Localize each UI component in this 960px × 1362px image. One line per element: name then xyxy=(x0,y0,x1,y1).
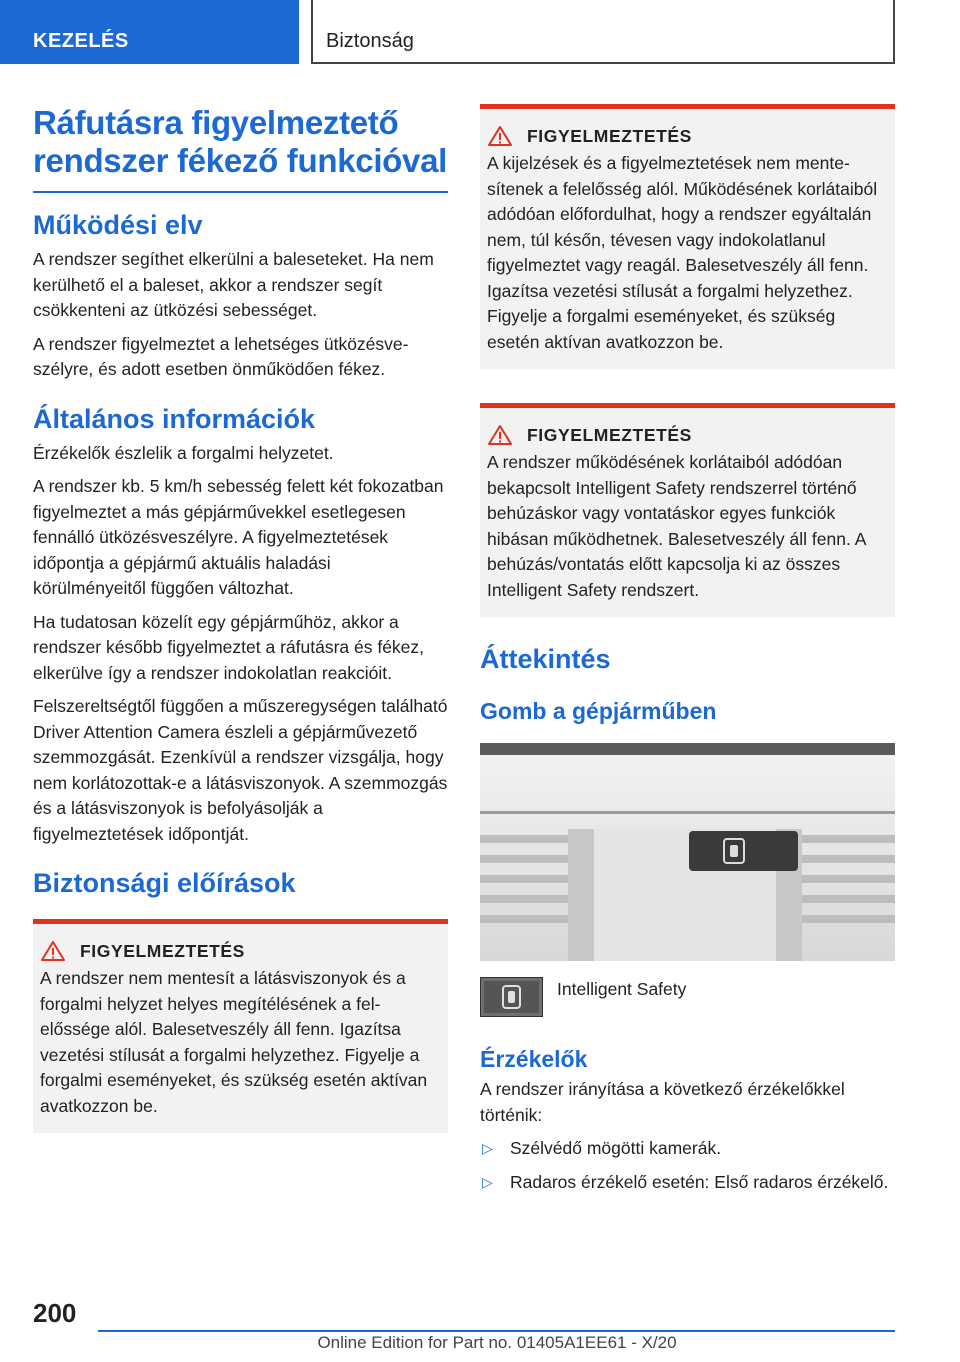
warning-box-1 xyxy=(33,919,448,1133)
section-heading-principle: Működési elv xyxy=(33,210,203,240)
paragraph: A rendszer kb. 5 km/h sebesség felett két fokozatban figyelmeztet a más gépjárművekkel esetlegesen fennálló ütközésveszélyre. A figyelmeztetések időpontja a gépjármű aktuális haladási körülményeitől függően változhat. xyxy=(33,476,444,598)
warning-triangle-icon xyxy=(487,125,513,147)
warning-triangle-icon xyxy=(487,424,513,446)
page-title: Ráfutásra figyelmeztető rendszer fékező funkcióval xyxy=(33,104,448,179)
subheading-sensors: Érzékelők xyxy=(480,1046,588,1072)
warning-title xyxy=(487,424,889,446)
warning-box-2 xyxy=(480,104,895,369)
subheading-button: Gomb a gépjárműben xyxy=(480,698,717,724)
chapter-tab: Biztonság xyxy=(311,0,895,64)
list-item xyxy=(480,1136,895,1162)
section-heading-safety: Biztonsági előírások xyxy=(33,868,296,898)
button-label: Intelligent Safety xyxy=(557,979,687,999)
footer-edition-text: Online Edition for Part no. 01405A1EE61 - X/20 xyxy=(317,1333,677,1352)
warning-text: A rendszer nem mentesít a látásviszonyok és a forgalmi helyzet helyes megítélésének a felelőssége alól. Balesetveszély áll fenn. Igazítsa vezetési stílusát a forgalmi helyzethez. Figyelje a forgalmi eseményeket, és szükség esetén aktívan avatkozzon be. xyxy=(40,968,428,1116)
intelligent-safety-button-icon xyxy=(480,977,543,1017)
triangle-bullet-icon: ▷ xyxy=(482,1140,493,1156)
section-heading-overview: Áttekintés xyxy=(480,644,611,674)
right-column xyxy=(480,104,895,1203)
section-tab: KEZELÉS xyxy=(0,0,299,64)
page-number: 200 xyxy=(33,1298,77,1328)
list-item-text: Radaros érzékelő esetén: Első radaros érzékelő. xyxy=(510,1171,889,1192)
button-legend-row xyxy=(480,977,895,1017)
paragraph: Ha tudatosan közelít egy gépjárműhöz, akkor a rendszer később figyelmeztet a ráfutásra és fékez, elkerülve így a rendszer indokolatlan reakcióit. xyxy=(33,611,425,683)
warning-text: A kijelzések és a figyelmeztetések nem mentesítenek a felelősség alól. Működésének korlátaiból adódóan előfordulhat, hogy a rendszer egyáltalán nem, túl későn, tévesen vagy indokolatlanul figyelmeztet vagy reagál. Balesetveszély áll fenn. Igazítsa vezetési stílusát a forgalmi helyzethez. Figyelje a forgalmi eseményeket, és szükség esetén aktívan avatkozzon be. xyxy=(487,153,878,352)
footer-divider xyxy=(98,1330,895,1332)
section-heading-general: Általános információk xyxy=(33,403,316,434)
warning-title-text: FIGYELMEZTETÉS xyxy=(80,940,245,961)
warning-title-text: FIGYELMEZTETÉS xyxy=(527,424,692,445)
title-divider xyxy=(33,191,448,193)
warning-title-text: FIGYELMEZTETÉS xyxy=(527,125,692,146)
triangle-bullet-icon: ▷ xyxy=(482,1173,493,1190)
paragraph: A rendszer figyelmeztet a lehetséges ütközésveszélyre, és adott esetben önműködően fékez. xyxy=(33,333,409,379)
paragraph: A rendszer irányítása a következő érzékelőkkel történik: xyxy=(480,1079,845,1125)
paragraph: Felszereltségtől függően a műszeregységen található Driver Attention Camera észleli a gépjárművezető szemmozgását. Ezenkívül a rendszer vizsgálja, hogy nem korlátozottak-e a látásviszonyok. A szemmozgás és a látásviszonyok is befolyásolják a figyelmeztetések időpontját. xyxy=(33,696,448,844)
list-item-text: Szélvédő mögötti kamerák. xyxy=(510,1138,722,1158)
warning-title xyxy=(40,940,442,962)
warning-box-3 xyxy=(480,403,895,617)
list-item xyxy=(480,1170,895,1196)
warning-text: A rendszer működésének korlátaiból adódóan bekapcsolt Intelligent Safety rendszerrel történő behúzáskor vagy vontatáskor egyes funkciók hibásan működhetnek. Balesetveszély áll fenn. A behúzás/vontatás előtt kapcsolja ki az összes Intelligent Safety rendszert. xyxy=(487,452,866,600)
paragraph: Érzékelők észlelik a forgalmi helyzetet. xyxy=(33,442,334,463)
warning-triangle-icon xyxy=(40,940,66,962)
left-column xyxy=(33,104,448,1133)
warning-title xyxy=(487,125,889,147)
paragraph: A rendszer segíthet elkerülni a baleseteket. Ha nem kerülhető el a baleset, akkor a rendszer segít csökkenteni az ütközési sebességet. xyxy=(33,249,434,320)
dashboard-button-photo xyxy=(480,743,895,961)
